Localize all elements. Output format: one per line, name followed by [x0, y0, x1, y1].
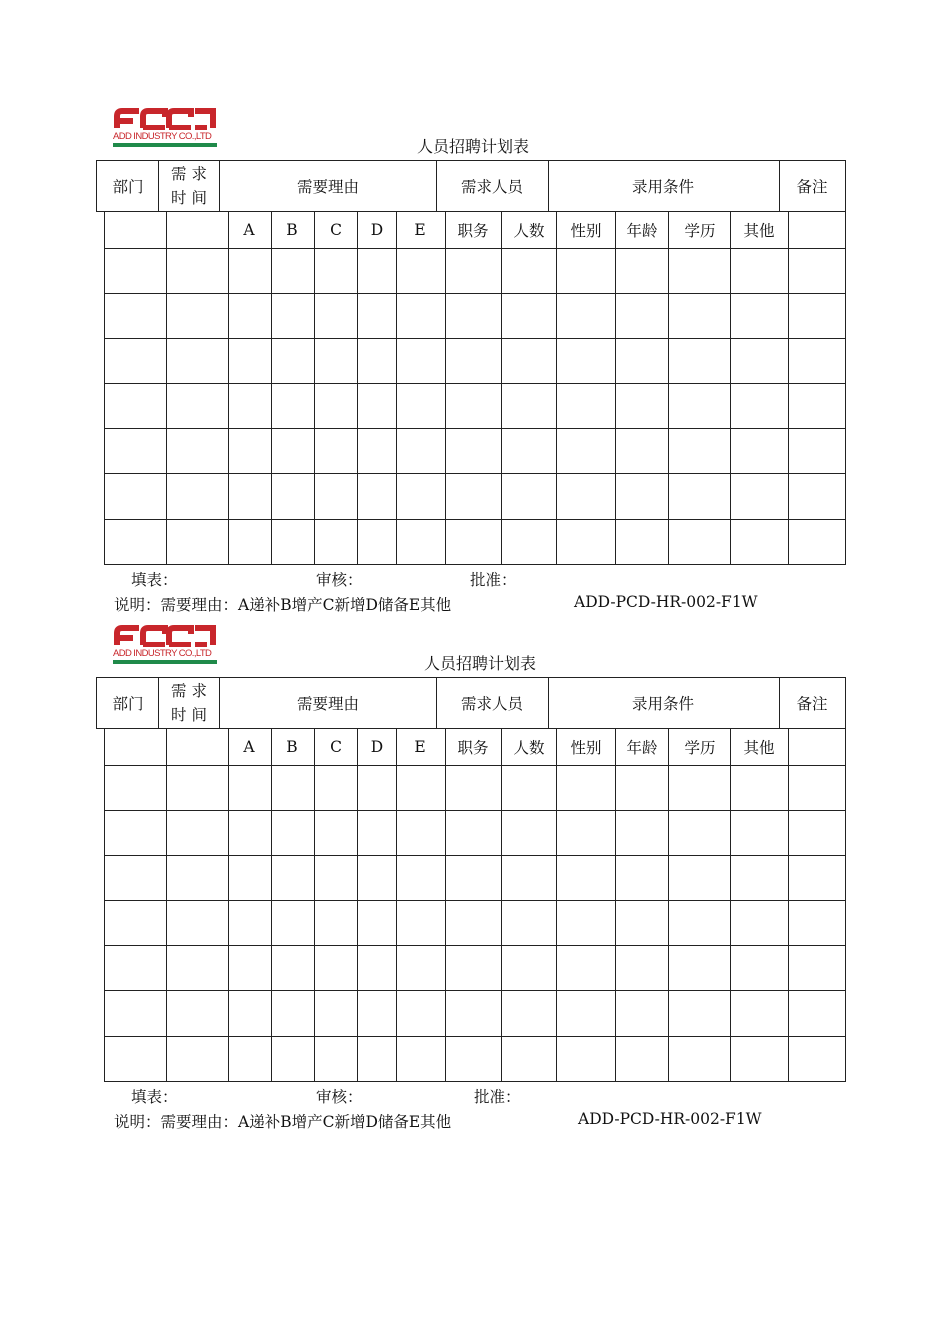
column-divider: [730, 211, 731, 564]
subheader-c: C: [330, 738, 342, 756]
row-divider: [104, 428, 846, 429]
header-column-divider: [158, 677, 159, 728]
header-column-divider: [779, 677, 780, 728]
company-name: ADD INDUSTRY CO.,LTD: [113, 648, 212, 659]
footer-approve: 批准：: [470, 571, 517, 589]
column-divider: [166, 211, 167, 564]
column-divider: [668, 211, 669, 564]
row-divider: [104, 855, 846, 856]
row-divider: [104, 900, 846, 901]
footer-fill: 填表：: [131, 571, 178, 589]
row-divider: [104, 383, 846, 384]
form-title: 人员招聘计划表: [424, 654, 537, 673]
header-remark: 备注: [796, 695, 828, 713]
column-divider: [166, 728, 167, 1081]
header-time: [171, 679, 207, 727]
subheader-education: 学历: [684, 739, 716, 757]
header-column-divider: [845, 160, 846, 211]
company-name: ADD INDUSTRY CO.,LTD: [113, 131, 212, 142]
column-divider: [271, 211, 272, 564]
subheader-d: D: [370, 738, 384, 756]
subheader-age: 年龄: [626, 222, 658, 240]
header-reason: 需要理由: [296, 695, 360, 713]
header-border-bottom: [96, 211, 846, 212]
row-divider: [104, 945, 846, 946]
subheader-gender: 性别: [570, 222, 602, 240]
header-dept: 部门: [112, 178, 144, 196]
header-column-divider: [219, 160, 220, 211]
column-divider: [445, 728, 446, 1081]
column-divider: [396, 211, 397, 564]
subheader-position: 职务: [457, 222, 489, 240]
row-divider: [104, 765, 846, 766]
subheader-a: A: [243, 221, 255, 239]
column-divider: [730, 728, 731, 1081]
column-divider: [314, 728, 315, 1081]
header-column-divider: [158, 160, 159, 211]
header-border-bottom: [96, 728, 846, 729]
subheader-position: 职务: [457, 739, 489, 757]
subheader-other: 其他: [743, 222, 775, 240]
row-divider: [104, 810, 846, 811]
header-remark: 备注: [796, 178, 828, 196]
header-staff: 需求人员: [460, 178, 524, 196]
column-divider: [615, 728, 616, 1081]
header-time-line1: 需 求: [171, 165, 207, 183]
row-divider: [104, 338, 846, 339]
header-conditions: 录用条件: [631, 178, 695, 196]
logo-underline: [113, 143, 217, 147]
header-staff: 需求人员: [460, 695, 524, 713]
header-column-divider: [548, 160, 549, 211]
column-divider: [357, 728, 358, 1081]
column-divider: [104, 211, 105, 564]
table-border-top: [96, 677, 846, 678]
row-divider: [104, 564, 846, 565]
row-divider: [104, 248, 846, 249]
column-divider: [357, 211, 358, 564]
column-divider: [788, 728, 789, 1081]
logo-mark-icon: [113, 108, 217, 130]
header-dept: 部门: [112, 695, 144, 713]
row-divider: [104, 990, 846, 991]
header-time-line2: 时 间: [171, 706, 207, 724]
subheader-count: 人数: [513, 739, 545, 757]
subheader-d: D: [370, 221, 384, 239]
subheader-count: 人数: [513, 222, 545, 240]
column-divider: [445, 211, 446, 564]
row-divider: [104, 293, 846, 294]
subheader-e: E: [414, 738, 426, 756]
footer-code: ADD-PCD-HR-002-F1W: [574, 593, 758, 611]
column-divider: [271, 728, 272, 1081]
subheader-b: B: [286, 738, 298, 756]
column-divider: [228, 211, 229, 564]
subheader-a: A: [243, 738, 255, 756]
recruitment-form-2: [0, 625, 950, 1145]
header-conditions: 录用条件: [631, 695, 695, 713]
column-divider: [788, 211, 789, 564]
header-column-divider: [845, 677, 846, 728]
column-divider: [314, 211, 315, 564]
footer-note: 说明：需要理由：A递补B增产C新增D储备E其他: [114, 596, 452, 614]
row-divider: [104, 1081, 846, 1082]
footer-code: ADD-PCD-HR-002-F1W: [578, 1110, 762, 1128]
header-time-line1: 需 求: [171, 682, 207, 700]
column-divider: [556, 728, 557, 1081]
header-column-divider: [436, 160, 437, 211]
column-divider: [615, 211, 616, 564]
company-logo: [113, 625, 223, 665]
subheader-e: E: [414, 221, 426, 239]
column-divider: [396, 728, 397, 1081]
subheader-age: 年龄: [626, 739, 658, 757]
header-column-divider: [96, 160, 97, 211]
header-column-divider: [548, 677, 549, 728]
row-divider: [104, 473, 846, 474]
header-column-divider: [436, 677, 437, 728]
header-column-divider: [96, 677, 97, 728]
logo-underline: [113, 660, 217, 664]
form-title: 人员招聘计划表: [417, 137, 530, 156]
column-divider: [668, 728, 669, 1081]
subheader-gender: 性别: [570, 739, 602, 757]
column-divider: [845, 211, 846, 564]
subheader-education: 学历: [684, 222, 716, 240]
company-logo: [113, 108, 223, 148]
header-column-divider: [219, 677, 220, 728]
column-divider: [501, 728, 502, 1081]
header-time-line2: 时 间: [171, 189, 207, 207]
footer-review: 审核：: [316, 571, 363, 589]
subheader-b: B: [286, 221, 298, 239]
footer-approve: 批准：: [474, 1088, 521, 1106]
row-divider: [104, 519, 846, 520]
footer-fill: 填表：: [131, 1088, 178, 1106]
footer-review: 审核：: [316, 1088, 363, 1106]
table-border-top: [96, 160, 846, 161]
row-divider: [104, 1036, 846, 1037]
column-divider: [228, 728, 229, 1081]
header-time: [171, 162, 207, 210]
column-divider: [556, 211, 557, 564]
subheader-c: C: [330, 221, 342, 239]
footer-note: 说明：需要理由：A递补B增产C新增D储备E其他: [114, 1113, 452, 1131]
recruitment-form-1: [0, 108, 950, 628]
header-column-divider: [779, 160, 780, 211]
column-divider: [104, 728, 105, 1081]
logo-mark-icon: [113, 625, 217, 647]
column-divider: [845, 728, 846, 1081]
subheader-other: 其他: [743, 739, 775, 757]
header-reason: 需要理由: [296, 178, 360, 196]
column-divider: [501, 211, 502, 564]
